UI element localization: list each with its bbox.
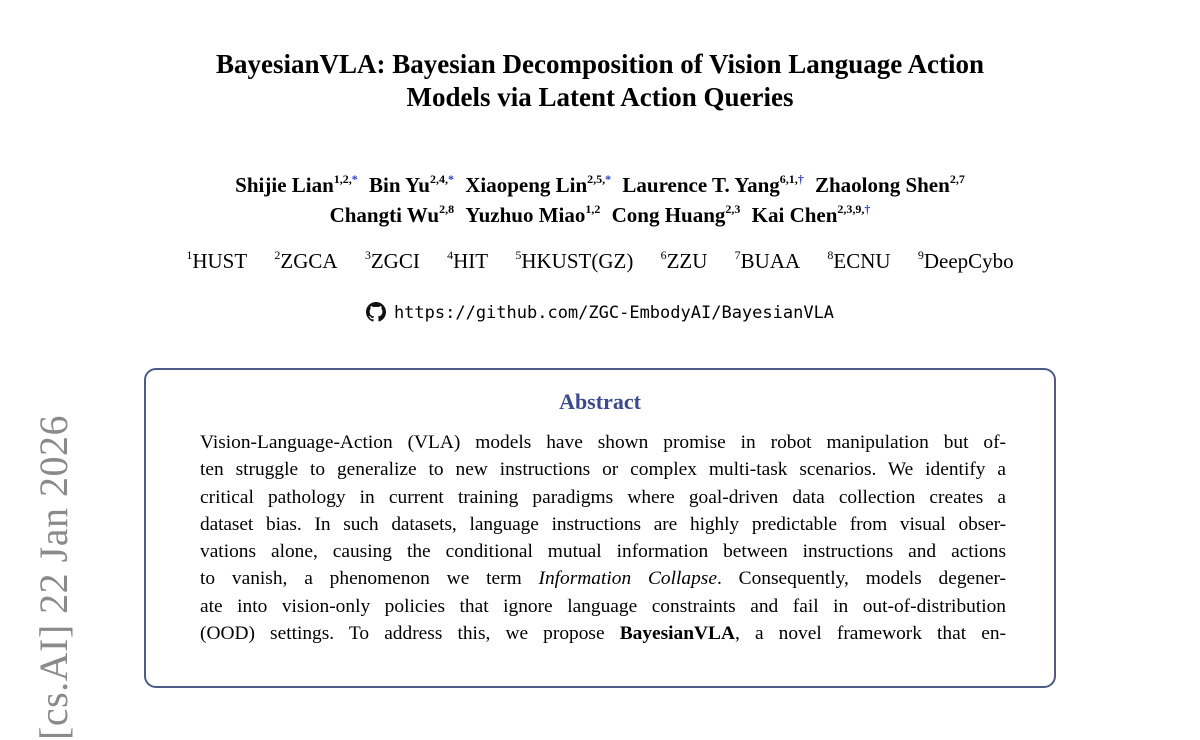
- author: [622, 173, 803, 197]
- affiliation: $^4$HIT: [447, 248, 489, 273]
- author-list: [0, 170, 1200, 230]
- paper-title-line-2: Models via Latent Action Queries: [406, 82, 794, 112]
- author-name: Cong Huang: [611, 203, 726, 227]
- abstract-line: to vanish, a phenomenon we term Information Collapse. Consequently, models degener-: [200, 568, 1006, 590]
- abstract-line: Vision-Language-Action (VLA) models have shown promise in robot manipulation but of-: [200, 432, 1006, 453]
- author-affiliation: 1,2: [585, 202, 601, 216]
- affiliation: $^9$DeepCybo: [917, 248, 1014, 273]
- author-affiliation: 2,3: [725, 202, 741, 216]
- author: [465, 203, 600, 227]
- author: [752, 203, 871, 227]
- abstract-line: critical pathology in current training paradigms where goal-driven data collection creates a: [200, 486, 1006, 508]
- abstract-line: ate into vision-only policies that ignore language constraints and fail in out-of-distribution: [200, 595, 1006, 617]
- paper-title-line-1: BayesianVLA: Bayesian Decomposition of Vision Language Action: [215, 49, 985, 79]
- author-name: Shijie Lian: [235, 173, 334, 197]
- author: [235, 173, 358, 197]
- abstract-box: [144, 368, 1056, 688]
- abstract-body: [200, 429, 1006, 647]
- affiliation-list: [0, 249, 1200, 274]
- author-name: Yuzhuo Miao: [465, 203, 586, 227]
- abstract-heading: Abstract: [559, 389, 641, 414]
- affiliation: $^2$ZGCA: [274, 248, 338, 273]
- method-name: BayesianVLA: [619, 623, 735, 645]
- repo-url[interactable]: https://github.com/ZGC-EmbodyAI/BayesianVLA: [393, 303, 835, 323]
- affiliation: $^5$HKUST(GZ): [515, 248, 634, 273]
- author-affiliation: 2,5,*: [587, 172, 612, 186]
- abstract-line: dataset bias. In such datasets, language instructions are highly predictable from visual obser-: [200, 513, 1006, 535]
- author-affiliation: 6,1,†: [779, 172, 804, 186]
- affiliation: $^1$HUST: [186, 248, 248, 273]
- abstract-line: ten struggle to generalize to new instructions or complex multi-task scenarios. We identify a: [200, 459, 1006, 481]
- author-name: Zhaolong Shen: [815, 173, 950, 197]
- author-line-2: [0, 200, 1200, 230]
- author-name: Kai Chen: [751, 203, 838, 227]
- abstract-line: vations alone, causing the conditional mutual information between instructions and actions: [200, 541, 1006, 563]
- author: [612, 203, 741, 227]
- paper-title: [0, 48, 1200, 114]
- abstract-line: (OOD) settings. To address this, we propose BayesianVLA, a novel framework that en-: [200, 623, 1006, 645]
- author: [330, 203, 455, 227]
- author: [465, 173, 611, 197]
- author-affiliation: 1,2,*: [333, 172, 358, 186]
- author-name: Bin Yu: [369, 173, 430, 197]
- author-name: Xiaopeng Lin: [465, 173, 588, 197]
- author: [815, 173, 965, 197]
- author-name: Laurence T. Yang: [622, 173, 780, 197]
- author-line-1: [0, 170, 1200, 200]
- arxiv-stamp: [cs.AI] 22 Jan 2026: [31, 415, 76, 740]
- emphasis-term: Information Collapse: [538, 568, 717, 590]
- author-affiliation: 2,3,9,†: [837, 202, 871, 216]
- author-affiliation: 2,4,*: [429, 172, 454, 186]
- affiliation: $^6$ZZU: [660, 248, 708, 273]
- author-name: Changti Wu: [329, 203, 440, 227]
- author-affiliation: 2,7: [949, 172, 965, 186]
- affiliation: $^7$BUAA: [734, 248, 801, 273]
- repo-link[interactable]: [0, 301, 1200, 329]
- affiliation: $^8$ECNU: [827, 248, 891, 273]
- github-icon: [366, 302, 386, 329]
- author: [369, 173, 454, 197]
- author-affiliation: 2,8: [439, 202, 455, 216]
- affiliation: $^3$ZGCI: [364, 248, 420, 273]
